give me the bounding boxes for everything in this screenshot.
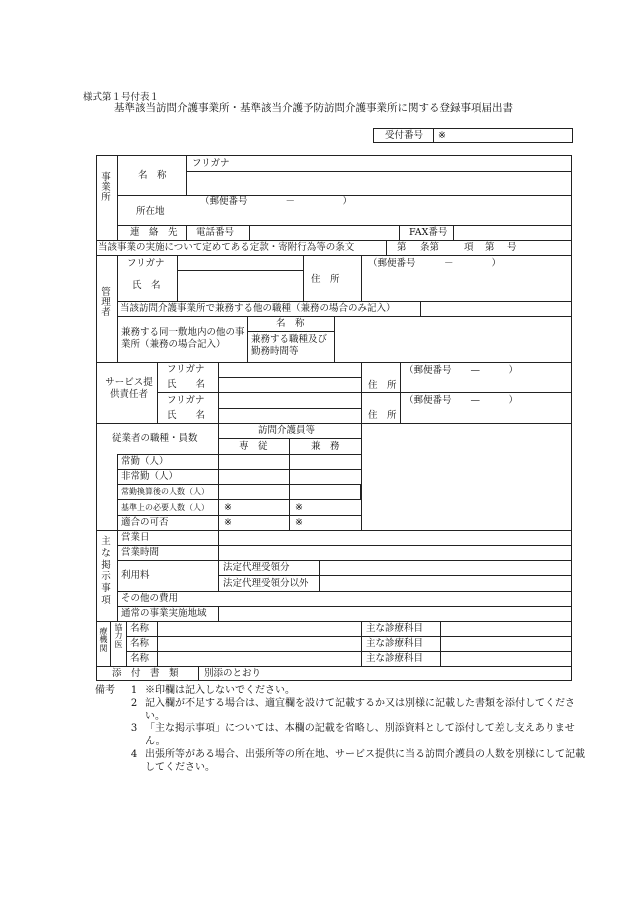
- article-col-3: 項: [464, 242, 474, 253]
- business-hours-label: 営業時間: [121, 547, 160, 558]
- article-col-2: 条第: [420, 242, 440, 253]
- receipt-number-label: 受付番号: [385, 130, 424, 141]
- articles-label: 当該事業の実施について定めてある定款・寄附行為等の条文: [98, 242, 355, 253]
- article-col-1: 第: [397, 242, 407, 253]
- other-office-label: 兼務する同一敷地内の他の事業所（兼務の場合記入）: [121, 327, 245, 351]
- other-duty-label: 当該訪問介護事業所で兼務する他の職種（兼務の場合のみ記入）: [120, 303, 396, 314]
- remarks: 備考 1 ※印欄は記入しないでください。 2 記入欄が不足する場合は、適宜欄を設けて記載するか又は別様に記載した書類を添付してください。 3 「主な掲示事項」については、本欄の記載を省略し、別添資料として添付して差し支えありません。 4 出張所等がある場合、出張所等の所在地、サービス提供に当る訪問介護員の人数を別様にして記載してください。: [95, 685, 590, 775]
- fax-label: FAX番号: [409, 227, 448, 238]
- required-part-mark: ※: [295, 502, 303, 513]
- office-address-label: 所在地: [136, 206, 165, 217]
- receipt-mark: ※: [438, 130, 446, 141]
- contact-label: 連 絡 先: [130, 227, 178, 238]
- fee-proxy-label: 法定代理受領分: [223, 562, 290, 573]
- manager-section-label: 管 理 者: [101, 287, 111, 318]
- staff-row-fulltime: 常勤（人）: [121, 456, 169, 467]
- hospital3-name-label: 名称: [130, 653, 150, 664]
- staff-row-conformity: 適合の可否: [121, 517, 169, 528]
- staff-row-parttime: 非常勤（人）: [121, 471, 179, 482]
- duty-hours-label: 兼務する職種及び勤務時間等: [251, 334, 328, 358]
- other-cost-label: その他の費用: [121, 593, 179, 604]
- provider2-address-label: 住 所: [368, 410, 397, 421]
- phone-label: 電話番号: [196, 227, 235, 238]
- article-col-5: 号: [507, 242, 517, 253]
- medical-label-col2: 協 力 医: [114, 623, 123, 649]
- concurrent-label: 兼 務: [311, 441, 340, 452]
- hospital1-name-label: 名称: [130, 623, 150, 634]
- manager-furigana-label: フリガナ: [127, 258, 165, 269]
- manager-name-label: 氏 名: [132, 280, 161, 291]
- hospital3-dept-label: 主な診療科目: [366, 653, 424, 664]
- remark-4: 出張所等がある場合、出張所等の所在地、サービス提供に当る訪問介護員の人数を別様にして記載してください。: [145, 748, 585, 773]
- remark-1: ※印欄は記入しないでください。: [145, 685, 295, 696]
- staff-row-required: 基準上の必要人数（人）: [121, 503, 209, 512]
- office-section-label: 事 業 所: [101, 172, 111, 203]
- staff-count-label: 従業者の職種・員数: [112, 433, 198, 444]
- provider1-furigana-label: フリガナ: [167, 364, 205, 375]
- staff-row-converted: 常勤換算後の人数（人）: [121, 487, 209, 496]
- office-name-label: 名 称: [138, 170, 167, 181]
- provider-section-label: サービス提供責任者: [105, 377, 153, 400]
- required-full-mark: ※: [224, 502, 232, 513]
- helper-group-label: 訪問介護員等: [258, 425, 316, 436]
- form-number: 様式第１号付表１: [83, 92, 160, 103]
- form-title: 基準該当訪問介護事業所・基準該当介護予防訪問介護事業所に関する登録事項届出書: [114, 102, 513, 114]
- remark-2: 記入欄が不足する場合は、適宜欄を設けて記載するか又は別様に記載した書類を添付してください。: [145, 697, 575, 722]
- provider2-furigana-label: フリガナ: [167, 395, 205, 406]
- provider1-address-label: 住 所: [368, 380, 397, 391]
- provider1-name-label: 氏 名: [167, 379, 206, 390]
- office-postal-code: （郵便番号 － ）: [200, 196, 353, 207]
- fee-label: 利用料: [121, 570, 150, 581]
- provider2-name-label: 氏 名: [167, 410, 206, 421]
- business-days-label: 営業日: [121, 532, 150, 543]
- full-time-dedicated-label: 専 従: [239, 441, 268, 452]
- facility-name-label: 名 称: [276, 318, 305, 329]
- medical-label-col1: 療 機 関: [99, 627, 108, 653]
- manager-address-label: 住 所: [311, 274, 340, 285]
- conformity-part-mark: ※: [295, 517, 303, 528]
- provider2-postal-code: （郵便番号 — ）: [404, 395, 519, 406]
- attachments-value: 別添のとおり: [204, 668, 262, 679]
- service-area-label: 通常の事業実施地域: [121, 608, 207, 619]
- notices-section-label: 主 な 掲 示 事 項: [101, 536, 111, 606]
- remark-3: 「主な掲示事項」については、本欄の記載を省略し、別添資料として添付して差し支えありません。: [145, 723, 575, 748]
- conformity-full-mark: ※: [224, 517, 232, 528]
- office-furigana-label: フリガナ: [192, 158, 230, 169]
- article-col-4: 第: [485, 242, 495, 253]
- manager-postal-code: （郵便番号 － ）: [368, 258, 502, 269]
- hospital1-dept-label: 主な診療科目: [366, 623, 424, 634]
- attachments-label: 添 付 書 類: [112, 668, 179, 679]
- remarks-label: 備考: [95, 685, 115, 696]
- hospital2-dept-label: 主な診療科目: [366, 638, 424, 649]
- hospital2-name-label: 名称: [130, 638, 150, 649]
- fee-nonproxy-label: 法定代理受領分以外: [223, 578, 309, 589]
- provider1-postal-code: （郵便番号 — ）: [404, 365, 519, 376]
